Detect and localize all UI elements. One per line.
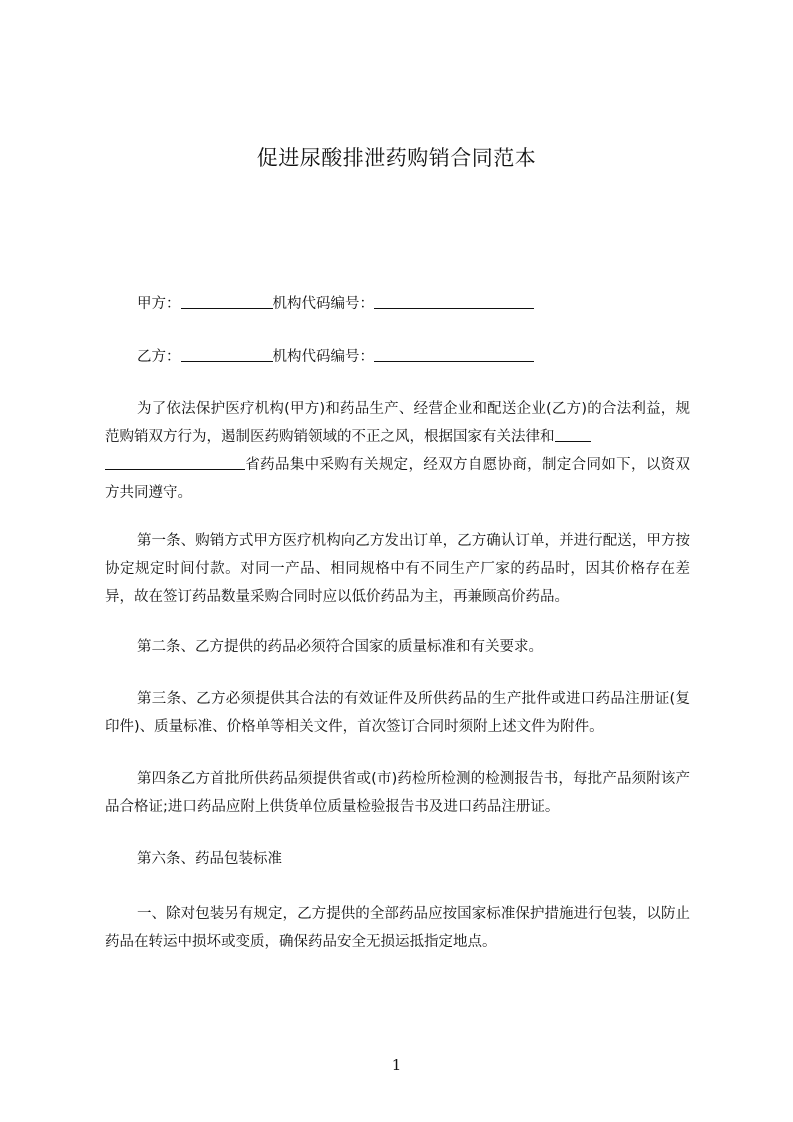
article-1-paragraph — [105, 527, 690, 611]
article-2-text: 第二条、乙方提供的药品必须符合国家的质量标准和有关要求。 — [137, 639, 543, 655]
party-a-code-blank — [374, 294, 534, 309]
party-a-label: 甲方： — [137, 296, 181, 312]
preamble-paragraph — [105, 395, 690, 507]
clause-6-1-text: 一、除对包装另有规定，乙方提供的全部药品应按国家标准保护措施进行包装，以防止药品在转运中损坏或变质，确保药品安全无损运抵指定地点。 — [105, 906, 690, 950]
page-number: 1 — [391, 1056, 402, 1074]
party-a-code-label: 机构代码编号： — [272, 296, 374, 312]
article-2-paragraph — [105, 633, 690, 661]
article-3-paragraph — [105, 685, 690, 741]
party-b-label: 乙方： — [137, 349, 181, 365]
party-b-code-label: 机构代码编号： — [272, 349, 374, 365]
article-6-text: 第六条、药品包装标准 — [137, 851, 282, 867]
party-b-name-blank — [181, 347, 273, 362]
article-1-text: 第一条、购销方式甲方医疗机构向乙方发出订单，乙方确认订单，并进行配送，甲方按协定规定时间付款。对同一产品、相同规格中有不同生产厂家的药品时，因其价格存在差异，故在签订药品数量采购合同时应以低价药品为主，再兼顾高价药品。 — [105, 533, 690, 605]
clause-6-1-paragraph — [105, 900, 690, 956]
party-a-line — [137, 292, 534, 313]
party-b-code-blank — [374, 347, 534, 362]
article-4-text: 第四条乙方首批所供药品须提供省或(市)药检所检测的检测报告书，每批产品须附该产品合格证;进口药品应附上供货单位质量检验报告书及进口药品注册证。 — [105, 771, 690, 815]
article-6-paragraph — [105, 845, 690, 873]
law-blank-1 — [555, 427, 591, 442]
document-title: 促进尿酸排泄药购销合同范本 — [256, 146, 537, 170]
preamble-text-1: 为了依法保护医疗机构(甲方)和药品生产、经营企业和配送企业(乙方)的合法利益，规范购销双方行为，遏制医药购销领域的不正之风，根据国家有关法律和 — [105, 401, 690, 445]
law-blank-2 — [105, 455, 245, 470]
party-b-line — [137, 345, 534, 366]
article-4-paragraph — [105, 765, 690, 821]
preamble-text-2: 省药品集中采购有关规定，经双方自愿协商，制定合同如下，以资双方共同遵守。 — [105, 457, 690, 501]
article-3-text: 第三条、乙方必须提供其合法的有效证件及所供药品的生产批件或进口药品注册证(复印件)、质量标准、价格单等相关文件，首次签订合同时须附上述文件为附件。 — [105, 691, 690, 735]
party-a-name-blank — [181, 294, 273, 309]
